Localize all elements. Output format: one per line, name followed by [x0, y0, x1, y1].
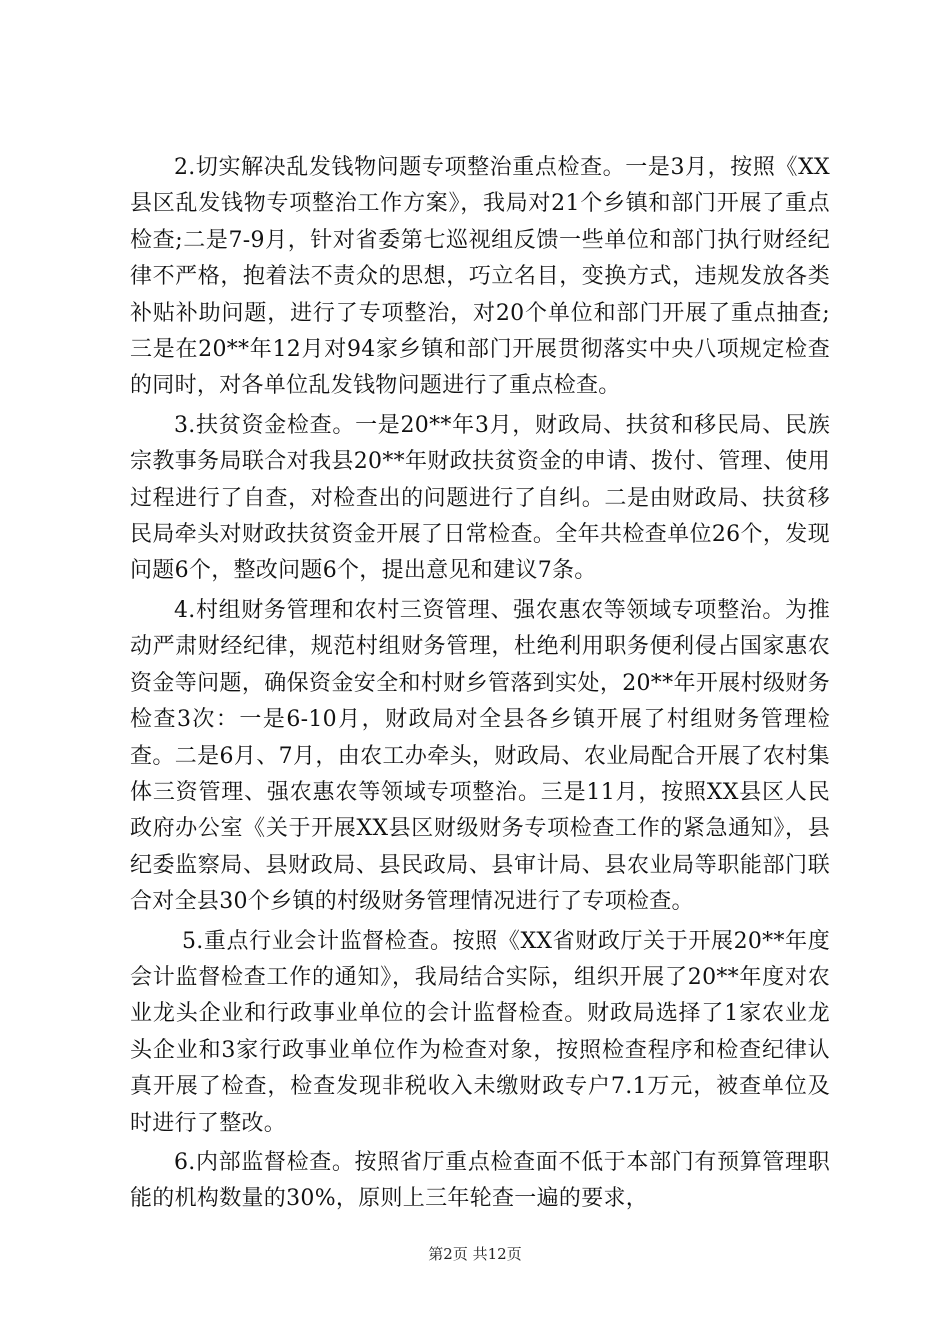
paragraph-4: 4.村组财务管理和农村三资管理、强农惠农等领域专项整治。为推动严肃财经纪律，规范村组财务管理，杜绝利用职务便利侵占国家惠农资金等问题，确保资金安全和村财乡管落到实处，20**年开展村级财务检查3次：一是6-10月，财政局对全县各乡镇开展了村组财务管理检查。二是6月、7月，由农工办牵头，财政局、农业局配合开展了农村集体三资管理、强农惠农等领域专项整治。三是11月，按照XX县区人民政府办公室《关于开展XX县区财级财务专项检查工作的紧急通知》，县纪委监察局、县财政局、县民政局、县审计局、县农业局等职能部门联合对全县30个乡镇的村级财务管理情况进行了专项检查。	[130, 597, 830, 915]
paragraph-3: 3.扶贫资金检查。一是20**年3月，财政局、扶贫和移民局、民族宗教事务局联合对我县20**年财政扶贫资金的申请、拨付、管理、使用过程进行了自查，对检查出的问题进行了自纠。二是由财政局、扶贫移民局牵头对财政扶贫资金开展了日常检查。全年共检查单位26个，发现问题6个，整改问题6个，提出意见和建议7条。	[130, 412, 830, 584]
paragraph-6: 6.内部监督检查。按照省厅重点检查面不低于本部门有预算管理职能的机构数量的30%，原则上三年轮查一遍的要求，	[130, 1149, 830, 1212]
page-number-footer: 第2页 共12页	[428, 1245, 522, 1263]
paragraph-5: 5.重点行业会计监督检查。按照《XX省财政厅关于开展20**年度会计监督检查工作的通知》，我局结合实际，组织开展了20**年度对农业龙头企业和行政事业单位的会计监督检查。财政局选择了1家农业龙头企业和3家行政事业单位作为检查对象，按照检查程序和检查纪律认真开展了检查，检查发现非税收入未缴财政专户7.1万元，被查单位及时进行了整改。	[130, 928, 830, 1136]
document-body	[130, 150, 830, 1221]
paragraph-2: 2.切实解决乱发钱物问题专项整治重点检查。一是3月，按照《XX县区乱发钱物专项整治工作方案》，我局对21个乡镇和部门开展了重点检查;二是7-9月，针对省委第七巡视组反馈一些单位和部门执行财经纪律不严格，抱着法不责众的思想，巧立名目，变换方式，违规发放各类补贴补助问题，进行了专项整治，对20个单位和部门开展了重点抽查;三是在20**年12月对94家乡镇和部门开展贯彻落实中央八项规定检查的同时，对各单位乱发钱物问题进行了重点检查。	[130, 155, 830, 399]
